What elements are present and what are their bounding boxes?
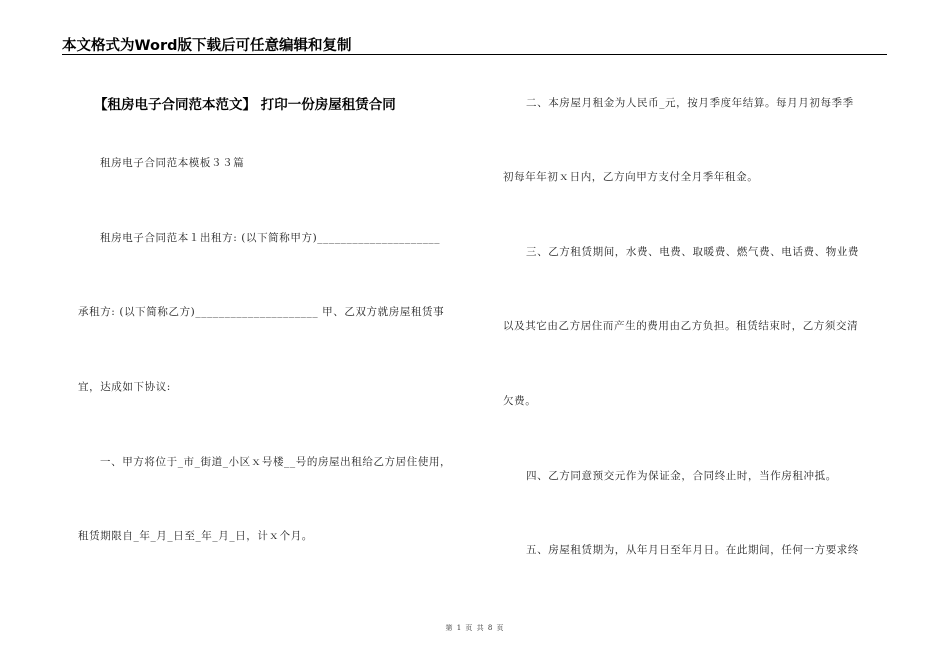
right-line-6: 四、乙方同意预交元作为保证金，合同终止时，当作房租冲抵。 — [526, 470, 837, 482]
right-line-4: 以及其它由乙方居住而产生的费用由乙方负担。租赁结束时，乙方须交清 — [503, 320, 859, 332]
left-line-5: 一、甲方将位于_市_街道_小区ｘ号楼__号的房屋出租给乙方居住使用， — [100, 456, 452, 468]
left-line-3: 承租方: (以下简称乙方)_____________________ 甲、乙双方就房屋租赁事 — [78, 306, 445, 318]
left-line-2: 租房电子合同范本１出租方: (以下简称甲方)_____________________ — [100, 232, 441, 244]
document-title: 【租房电子合同范本范文】 打印一份房屋租赁合同 — [94, 97, 396, 113]
right-line-2: 初每年年初ｘ日内，乙方向甲方支付全月季年租金。 — [503, 171, 759, 183]
page-number: 第 1 页 共 8 页 — [445, 624, 505, 632]
left-line-6: 租赁期限自_年_月_日至_年_月_日，计ｘ个月。 — [78, 530, 313, 542]
right-line-1: 二、本房屋月租金为人民币_元，按月季度年结算。每月月初每季季 — [526, 97, 854, 109]
right-line-7: 五、房屋租赁期为，从年月日至年月日。在此期间，任何一方要求终 — [526, 544, 859, 556]
left-line-4: 宜，达成如下协议: — [78, 381, 171, 393]
page-header — [62, 32, 887, 55]
right-line-3: 三、乙方租赁期间，水费、电费、取暖费、燃气费、电话费、物业费 — [526, 246, 859, 258]
left-line-1: 租房电子合同范本模板３３篇 — [100, 157, 245, 169]
right-line-5: 欠费。 — [503, 395, 537, 407]
header-title: 本文格式为Word版下载后可任意编辑和复制 — [62, 38, 352, 54]
